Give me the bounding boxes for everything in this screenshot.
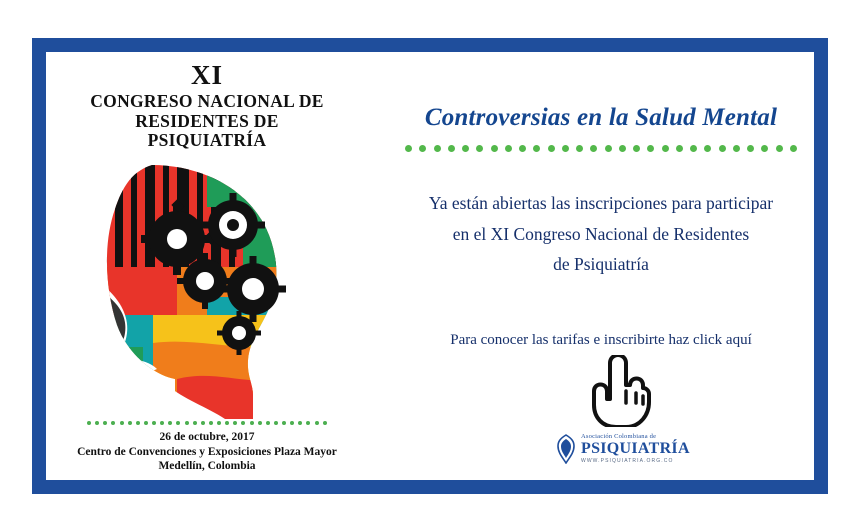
poster-title-line3: PSIQUIATRÍA xyxy=(147,130,267,151)
cta-text[interactable]: Para conocer las tarifas e inscribirte haz click aquí xyxy=(450,331,752,348)
poster-dot-divider xyxy=(87,421,327,425)
body-line-1: Ya están abiertas las inscripciones para participar xyxy=(428,193,774,213)
poster-roman-numeral: XI xyxy=(190,60,223,90)
poster-title xyxy=(90,60,324,151)
poster-panel xyxy=(46,52,368,480)
asociacion-colombiana-psiquiatria-logo xyxy=(556,434,690,465)
poster-title-line2: RESIDENTES DE xyxy=(135,110,279,131)
logo-url: WWW.PSIQUIATRIA.ORG.CO xyxy=(581,458,674,464)
logo-top-text: Asociación Colombiana de xyxy=(581,432,657,440)
poster-venue: Centro de Convenciones y Exposiciones Plaza Mayor xyxy=(77,445,337,458)
body-line-3: de Psiquiatría xyxy=(553,254,649,275)
headline: Controversias en la Salud Mental xyxy=(424,104,778,131)
poster-city: Medellín, Colombia xyxy=(158,460,256,473)
flyer-frame xyxy=(32,38,828,494)
logo-mark-icon xyxy=(556,434,576,464)
poster-date: 26 de octubre, 2017 xyxy=(159,431,255,444)
pointing-hand-icon[interactable] xyxy=(584,355,658,432)
body-line-2: en el XI Congreso Nacional de Residentes xyxy=(452,223,750,244)
dot-divider xyxy=(405,145,797,152)
flyer-inner xyxy=(46,52,814,480)
content-panel xyxy=(368,52,846,480)
head-with-gears-illustration xyxy=(57,147,357,419)
body-text xyxy=(386,188,816,280)
poster-title-line1: CONGRESO NACIONAL DE xyxy=(90,91,324,112)
logo-text xyxy=(581,434,690,465)
logo-main-text: PSIQUIATRÍA xyxy=(581,440,690,457)
poster-event-details xyxy=(77,430,337,474)
